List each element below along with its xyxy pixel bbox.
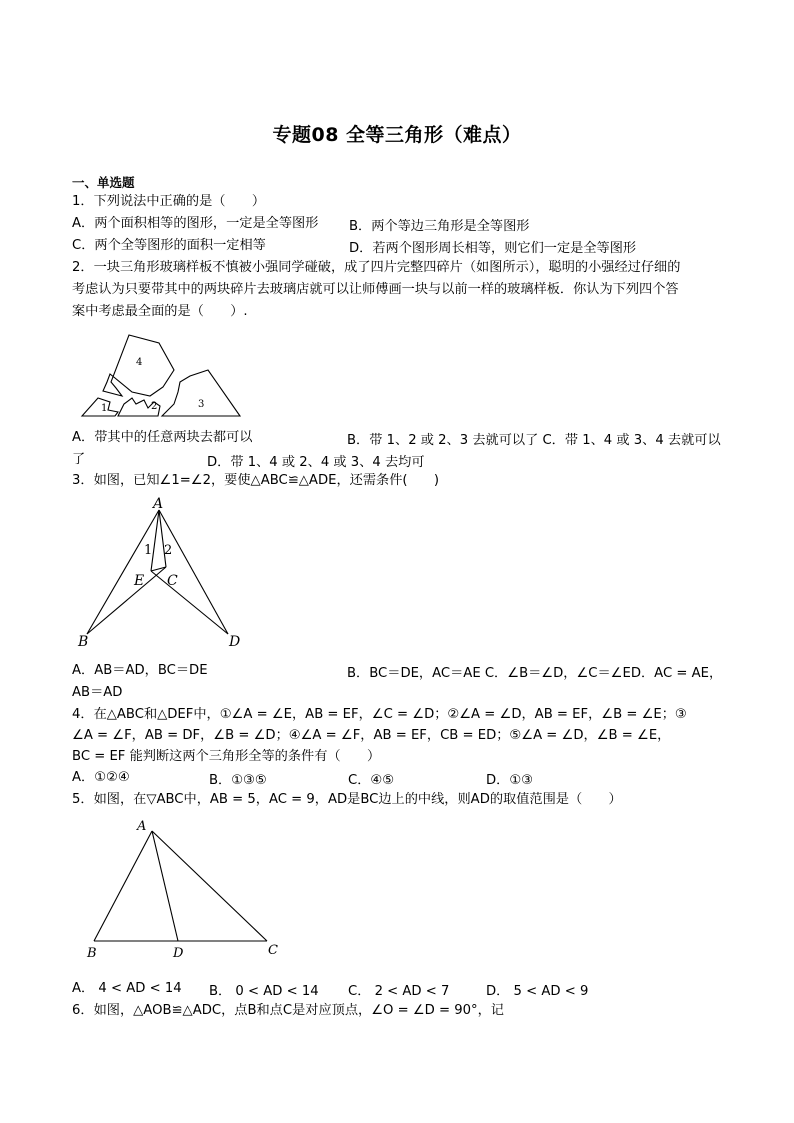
glass-piece-label-2: 2 [151, 401, 158, 412]
q3-label-d: D [229, 634, 241, 650]
q3-label-a: A [153, 496, 164, 512]
q3-figure [72, 496, 252, 656]
q2-option-d: D．带 1、4 或 2、4 或 3、4 去均可 [207, 455, 425, 470]
q3-label-c: C [167, 573, 178, 589]
q2-stem-line3: 案中考虑最全面的是（ ）. [72, 304, 248, 319]
q1-option-d: D．若两个图形周长相等，则它们一定是全等图形 [349, 241, 637, 256]
q5-option-b: B． 0 < AD < 14 [209, 984, 319, 999]
q6-stem: 6．如图，△AOB≌△ADC，点B和点C是对应顶点，∠O = ∠D = 90°，记 [72, 1003, 504, 1018]
page-title: 专题08 全等三角形（难点） [272, 124, 522, 146]
q2-option-c-end: 了 [72, 452, 86, 467]
q1-option-b: B．两个等边三角形是全等图形 [349, 219, 530, 234]
q2-stem-line1: 2．一块三角形玻璃样板不慎被小强同学碰破，成了四片完整四碎片（如图所示），聪明的小强经过仔细的 [72, 260, 681, 275]
q3-stem: 3．如图，已知∠1=∠2，要使△ABC≌△ADE，还需条件( ) [72, 473, 440, 488]
q4-option-a: A．①②④ [72, 770, 130, 785]
q5-label-a: A [137, 819, 147, 834]
q5-option-d: D． 5 < AD < 9 [486, 984, 589, 999]
q4-stem-line1: 4．在△ABC和△DEF中，①∠A = ∠E，AB = EF，∠C = ∠D；②∠A = ∠D，AB = EF，∠B = ∠E；③ [72, 707, 687, 722]
q2-option-bc: B．带 1、2 或 2、3 去就可以了 C．带 1、4 或 3、4 去就可以 [347, 433, 721, 448]
q4-option-c: C．④⑤ [348, 773, 395, 788]
q1-option-c: C．两个全等图形的面积一定相等 [72, 238, 266, 253]
glass-piece-label-3: 3 [198, 399, 205, 410]
q1-stem: 1．下列说法中正确的是（ ） [72, 194, 266, 209]
q3-label-e: E [134, 573, 145, 589]
q5-label-b: B [87, 946, 97, 961]
q5-option-a: A． 4 < AD < 14 [72, 981, 182, 996]
q5-label-c: C [268, 943, 278, 958]
q4-option-b: B．①③⑤ [209, 773, 267, 788]
q3-option-a: A．AB＝AD，BC＝DE [72, 663, 208, 678]
glass-piece-label-4: 4 [136, 357, 143, 368]
q4-stem-line3: BC = EF 能判断这两个三角形全等的条件有（ ） [72, 749, 381, 764]
q3-option-continued: AB＝AD [72, 685, 123, 700]
q4-option-d: D．①③ [486, 773, 533, 788]
q2-stem-line2: 考虑认为只要带其中的两块碎片去玻璃店就可以让师傅画一块与以前一样的玻璃样板．你认为下列四个答 [72, 282, 679, 297]
section-heading: 一、单选题 [72, 175, 135, 190]
q2-option-a: A．带其中的任意两块去都可以 [72, 430, 253, 445]
q4-stem-line2: ∠A = ∠F，AB = DF，∠B = ∠D；④∠A = ∠F，AB = EF，CB = ED；⑤∠A = ∠D，∠B = ∠E， [72, 728, 671, 743]
glass-piece-1 [82, 398, 118, 416]
q2-broken-glass-figure [80, 330, 250, 420]
glass-piece-label-1: 1 [101, 403, 108, 414]
q3-angle-label-2: 2 [164, 543, 173, 558]
q3-option-bc: B．BC＝DE，AC＝AE C．∠B＝∠D，∠C＝∠ED．AC = AE， [347, 666, 723, 681]
q5-stem: 5．如图，在▽ABC中，AB = 5，AC = 9，AD是BC边上的中线，则AD的取值范围是（ ） [72, 792, 622, 807]
q1-option-a: A．两个面积相等的图形，一定是全等图形 [72, 216, 319, 231]
q5-label-d: D [173, 946, 184, 961]
q5-option-c: C． 2 < AD < 7 [348, 984, 450, 999]
q3-angle-label-1: 1 [144, 543, 153, 558]
q3-label-b: B [78, 634, 89, 650]
q5-triangle-figure [84, 814, 284, 962]
